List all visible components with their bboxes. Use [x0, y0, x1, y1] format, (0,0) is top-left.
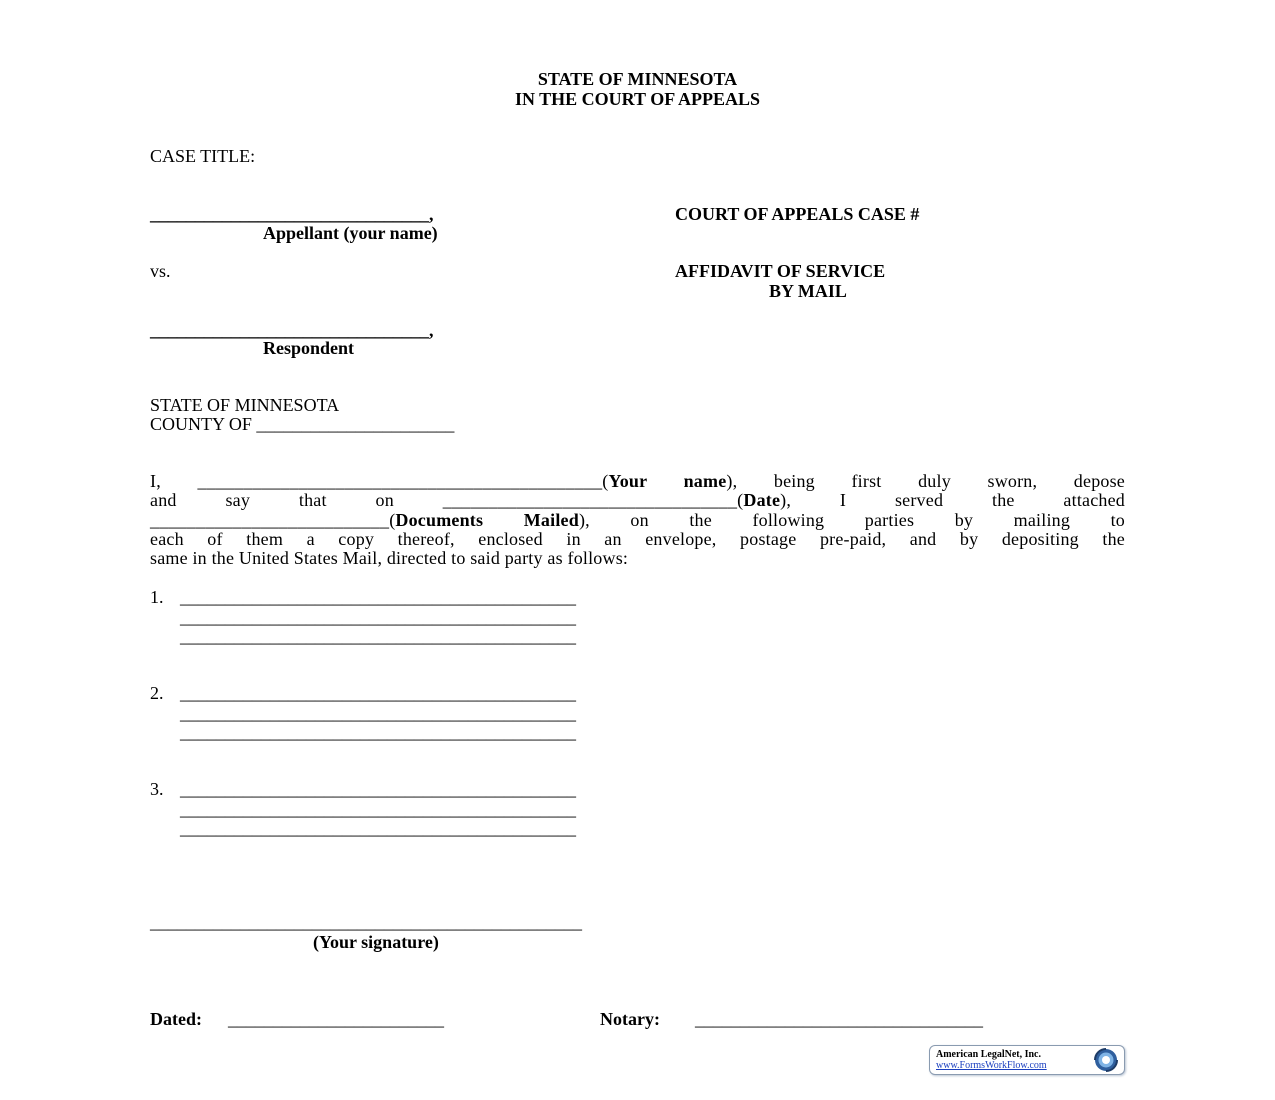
affidavit-line-4: each of them a copy thereof, enclosed in an envelope, postage pre-paid, and by depositing the [150, 528, 1125, 549]
party-1-line-2[interactable]: ____________________________________________ [180, 607, 576, 627]
venue-state: STATE OF MINNESOTA [150, 395, 340, 415]
globe-icon [1090, 1047, 1120, 1073]
affidavit-line-1: I, ____________________________________________(Your name), being first duly sworn, depose [150, 471, 1125, 491]
signature-line[interactable]: ________________________________________________ [150, 912, 582, 932]
party-3-line-2[interactable]: ____________________________________________ [180, 799, 576, 819]
versus-label: vs. [150, 261, 171, 281]
party-3-line-3[interactable]: ____________________________________________ [180, 818, 576, 838]
party-2-line-3[interactable]: ____________________________________________ [180, 722, 576, 742]
dated-label: Dated: [150, 1009, 202, 1029]
american-legalnet-logo [929, 1045, 1125, 1075]
document-title-line2: BY MAIL [769, 281, 847, 301]
venue-county-field[interactable]: COUNTY OF ______________________ [150, 414, 455, 434]
court-name-heading: IN THE COURT OF APPEALS [514, 89, 761, 109]
party-2-line-2[interactable]: ____________________________________________ [180, 703, 576, 723]
party-number-2: 2. [150, 683, 164, 703]
dated-field[interactable]: ________________________ [228, 1009, 444, 1029]
document-title-line1: AFFIDAVIT OF SERVICE [675, 261, 886, 281]
case-title-label: CASE TITLE: [150, 146, 256, 166]
logo-website-link[interactable]: www.FormsWorkFlow.com [936, 1060, 1047, 1071]
party-1-line-3[interactable]: ____________________________________________ [180, 626, 576, 646]
affidavit-line-5: same in the United States Mail, directed to said party as follows: [150, 548, 629, 569]
affidavit-paragraph [150, 472, 1125, 568]
party-number-3: 3. [150, 779, 164, 799]
court-state-heading: STATE OF MINNESOTA [537, 69, 738, 89]
case-number-label: COURT OF APPEALS CASE # [675, 204, 920, 224]
notary-label: Notary: [600, 1009, 660, 1029]
party-2-line-1[interactable]: ____________________________________________ [180, 683, 576, 703]
respondent-name-field[interactable]: _______________________________, [150, 320, 434, 340]
logo-company-name: American LegalNet, Inc. [936, 1049, 1041, 1060]
signature-label: (Your signature) [313, 932, 439, 952]
affidavit-line-2: and say that on ________________________________(Date), I served the attached [150, 490, 1125, 511]
appellant-label: Appellant (your name) [263, 223, 438, 243]
party-3-line-1[interactable]: ____________________________________________ [180, 779, 576, 799]
affidavit-line-3: __________________________(Documents Mailed), on the following parties by mailing to [150, 509, 1125, 530]
appellant-name-field[interactable]: _______________________________, [150, 204, 434, 224]
party-number-1: 1. [150, 587, 164, 607]
party-1-line-1[interactable]: ____________________________________________ [180, 587, 576, 607]
respondent-label: Respondent [263, 338, 355, 358]
notary-field[interactable]: ________________________________ [695, 1009, 983, 1029]
